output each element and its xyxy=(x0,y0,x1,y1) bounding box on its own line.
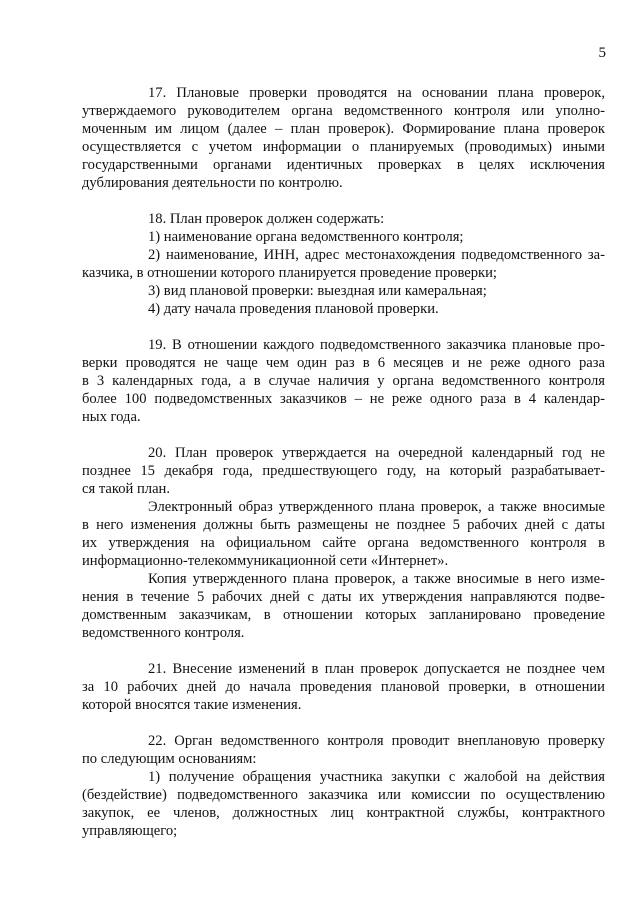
text-line: Электронный образ утвержденного плана проверок, а также вносимые xyxy=(148,499,605,515)
text-line: в 3 календарных года, а в случае наличия у органа ведомственного контроля xyxy=(82,373,605,389)
text-line: информационно-телекоммуникационной сети «Интернет». xyxy=(82,553,449,569)
text-line: 2) наименование, ИНН, адрес местонахождения подведомственного за- xyxy=(148,247,605,263)
text-line: 22. Орган ведомственного контроля проводит внеплановую проверку xyxy=(148,733,605,749)
text-line: 21. Внесение изменений в план проверок допускается не позднее чем xyxy=(148,661,605,677)
text-line: управляющего; xyxy=(82,823,178,839)
text-line: государственными органами идентичных проверках в целях исключения xyxy=(82,157,605,173)
text-line: закупок, ее членов, должностных лиц контрактной службы, контрактного xyxy=(82,805,605,821)
text-line: 20. План проверок утверждается на очередной календарный год не xyxy=(148,445,605,461)
text-line: их утверждения на официальном сайте органа ведомственного контроля в xyxy=(82,535,605,551)
text-line: ведомственного контроля. xyxy=(82,625,245,641)
text-line: за 10 рабочих дней до начала проведения плановой проверки, в отношении xyxy=(82,679,605,695)
text-line: утверждаемого руководителем органа ведомственного контроля или уполно- xyxy=(82,103,605,119)
text-line: домственным заказчикам, в отношении которых запланировано проведение xyxy=(82,607,605,623)
text-line: 3) вид плановой проверки: выездная или камеральная; xyxy=(148,283,487,299)
text-line: Копия утвержденного плана проверок, а также вносимые в него изме- xyxy=(148,571,605,587)
text-line: 1) получение обращения участника закупки с жалобой на действия xyxy=(148,769,605,785)
text-line: осуществляется с учетом информации о планируемых (проводимых) иными xyxy=(82,139,605,155)
text-line: 17. Плановые проверки проводятся на основании плана проверок, xyxy=(148,85,605,101)
text-line: ся такой план. xyxy=(82,481,171,497)
page-number: 5 xyxy=(598,45,606,61)
text-line: позднее 15 декабря года, предшествующего году, на который разрабатывает- xyxy=(82,463,605,479)
text-line: казчика, в отношении которого планируется проведение проверки; xyxy=(82,265,497,281)
text-line: дублирования деятельности по контролю. xyxy=(82,175,343,191)
text-line: в него изменения должны быть размещены не позднее 5 рабочих дней с даты xyxy=(82,517,605,533)
text-line: по следующим основаниям: xyxy=(82,751,257,767)
text-line: более 100 подведомственных заказчиков – не реже одного раза в 4 календар- xyxy=(82,391,605,407)
text-line: нения в течение 5 рабочих дней с даты их утверждения направляются подве- xyxy=(82,589,605,605)
text-line: ных года. xyxy=(82,409,141,425)
text-line: 1) наименование органа ведомственного контроля; xyxy=(148,229,464,245)
text-line: 19. В отношении каждого подведомственного заказчика плановые про- xyxy=(148,337,605,353)
text-line: (бездействие) подведомственного заказчика или комиссии по осуществлению xyxy=(82,787,605,803)
text-line: верки проводятся не чаще чем один раз в 6 месяцев и не реже одного раза xyxy=(82,355,605,371)
text-line: моченным им лицом (далее – план проверок). Формирование плана проверок xyxy=(82,121,605,137)
text-line: 4) дату начала проведения плановой проверки. xyxy=(148,301,439,317)
text-line: 18. План проверок должен содержать: xyxy=(148,211,385,227)
text-line: которой вносятся такие изменения. xyxy=(82,697,302,713)
